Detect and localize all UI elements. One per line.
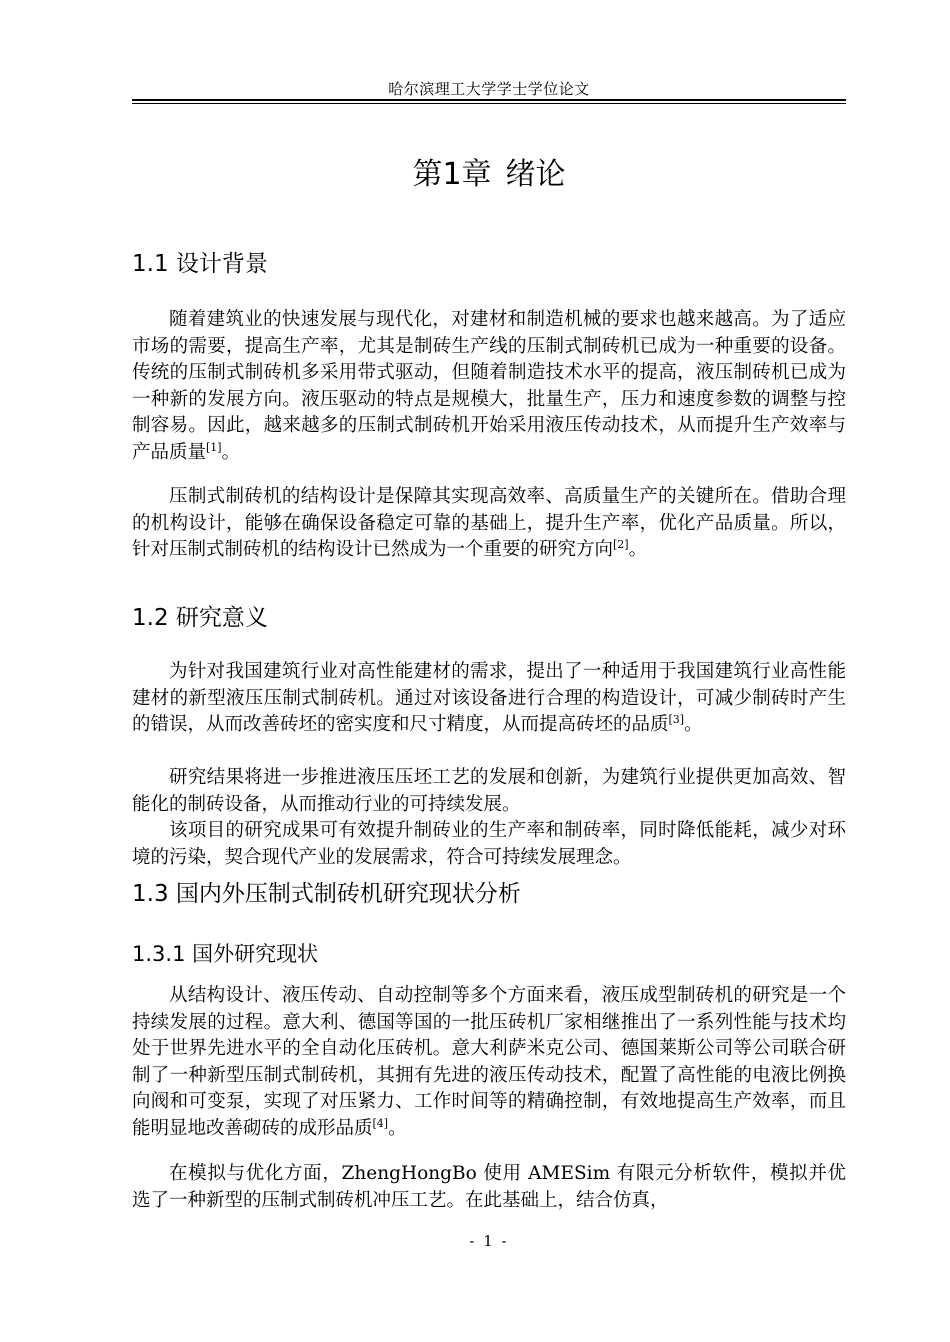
section-heading-1-3: 1.3 国内外压制式制砖机研究现状分析 (132, 881, 521, 907)
chapter-title (132, 155, 846, 195)
paragraph-1-1-2 (132, 484, 846, 564)
subsection-heading-1-3-1: 1.3.1 国外研究现状 (132, 942, 319, 966)
paragraph-text: 为针对我国建筑行业对高性能建材的需求，提出了一种适用于我国建筑行业高性能建材的新型液压压制式制砖机。通过对该设备进行合理的构造设计，可减少制砖时产生的错误，从而改善砖坯的密实度和尺寸精度，从而提高砖坯的品质 (132, 661, 846, 735)
paragraph-end: 。 (388, 1117, 407, 1139)
paragraph-text: 压制式制砖机的结构设计是保障其实现高效率、高质量生产的关键所在。借助合理的机构设计，能够在确保设备稳定可靠的基础上，提升生产率，优化产品质量。所以，针对压制式制砖机的结构设计已然成为一个重要的研究方向 (132, 486, 846, 560)
page-number: - 1 - (469, 1232, 509, 1250)
paragraph-1-2-3: 该项目的研究成果可有效提升制砖业的生产率和制砖率，同时降低能耗，减少对环境的污染，契合现代产业的发展需求，符合可持续发展理念。 (132, 820, 846, 868)
paragraph-1-2-1 (132, 659, 846, 739)
paragraph-end: 。 (221, 441, 241, 463)
running-header: 哈尔滨理工大学学士学位论文 (388, 80, 590, 98)
header-rule-thin (132, 103, 846, 104)
section-heading-1-2: 1.2 研究意义 (132, 605, 268, 631)
section-heading-1-1: 1.1 设计背景 (132, 251, 268, 277)
citation-1: [1] (206, 440, 222, 454)
paragraph-1-3-1-2: 在模拟与优化方面，ZhengHongBo 使用 AMESim 有限元分析软件，模拟并优选了一种新型的压制式制砖机冲压工艺。在此基础上，结合仿真， (132, 1163, 846, 1211)
citation-4: [4] (372, 1116, 389, 1130)
citation-3: [3] (668, 712, 685, 726)
chapter-number: 第1章 (412, 157, 492, 192)
header-rule-thick (132, 99, 846, 101)
paragraph-end: 。 (684, 714, 703, 735)
chapter-name: 绪论 (505, 157, 566, 192)
paragraph-text: 随着建筑业的快速发展与现代化，对建材和制造机械的要求也越来越高。为了适应市场的需要，提高生产率，尤其是制砖生产线的压制式制砖机已成为一种重要的设备。传统的压制式制砖机多采用带式驱动，但随着制造技术水平的提高，液压制砖机已成为一种新的发展方向。液压驱动的特点是规模大，批量生产，压力和速度参数的调整与控制容易。因此，越来越多的压制式制砖机开始采用液压传动技术，从而提升生产效率与产品质量 (132, 309, 846, 463)
paragraph-1-2-2: 研究结果将进一步推进液压压坯工艺的发展和创新，为建筑行业提供更加高效、智能化的制砖设备，从而推动行业的可持续发展。 (132, 767, 846, 815)
paragraph-1-3-1-1 (132, 983, 846, 1142)
paragraph-end: 。 (628, 539, 648, 560)
paragraph-text: 从结构设计、液压传动、自动控制等多个方面来看，液压成型制砖机的研究是一个持续发展的过程。意大利、德国等国的一批压砖机厂家相继推出了一系列性能与技术均处于世界先进水平的全自动化压砖机。意大利萨米克公司、德国莱斯公司等公司联合研制了一种新型压制式制砖机，其拥有先进的液压传动技术，配置了高性能的电液比例换向阀和可变泵，实现了对压紧力、工作时间等的精确控制，有效地提高生产效率，而且能明显地改善砌砖的成形品质 (132, 985, 846, 1139)
citation-2: [2] (613, 537, 629, 551)
paragraph-1-1-1 (132, 307, 846, 466)
